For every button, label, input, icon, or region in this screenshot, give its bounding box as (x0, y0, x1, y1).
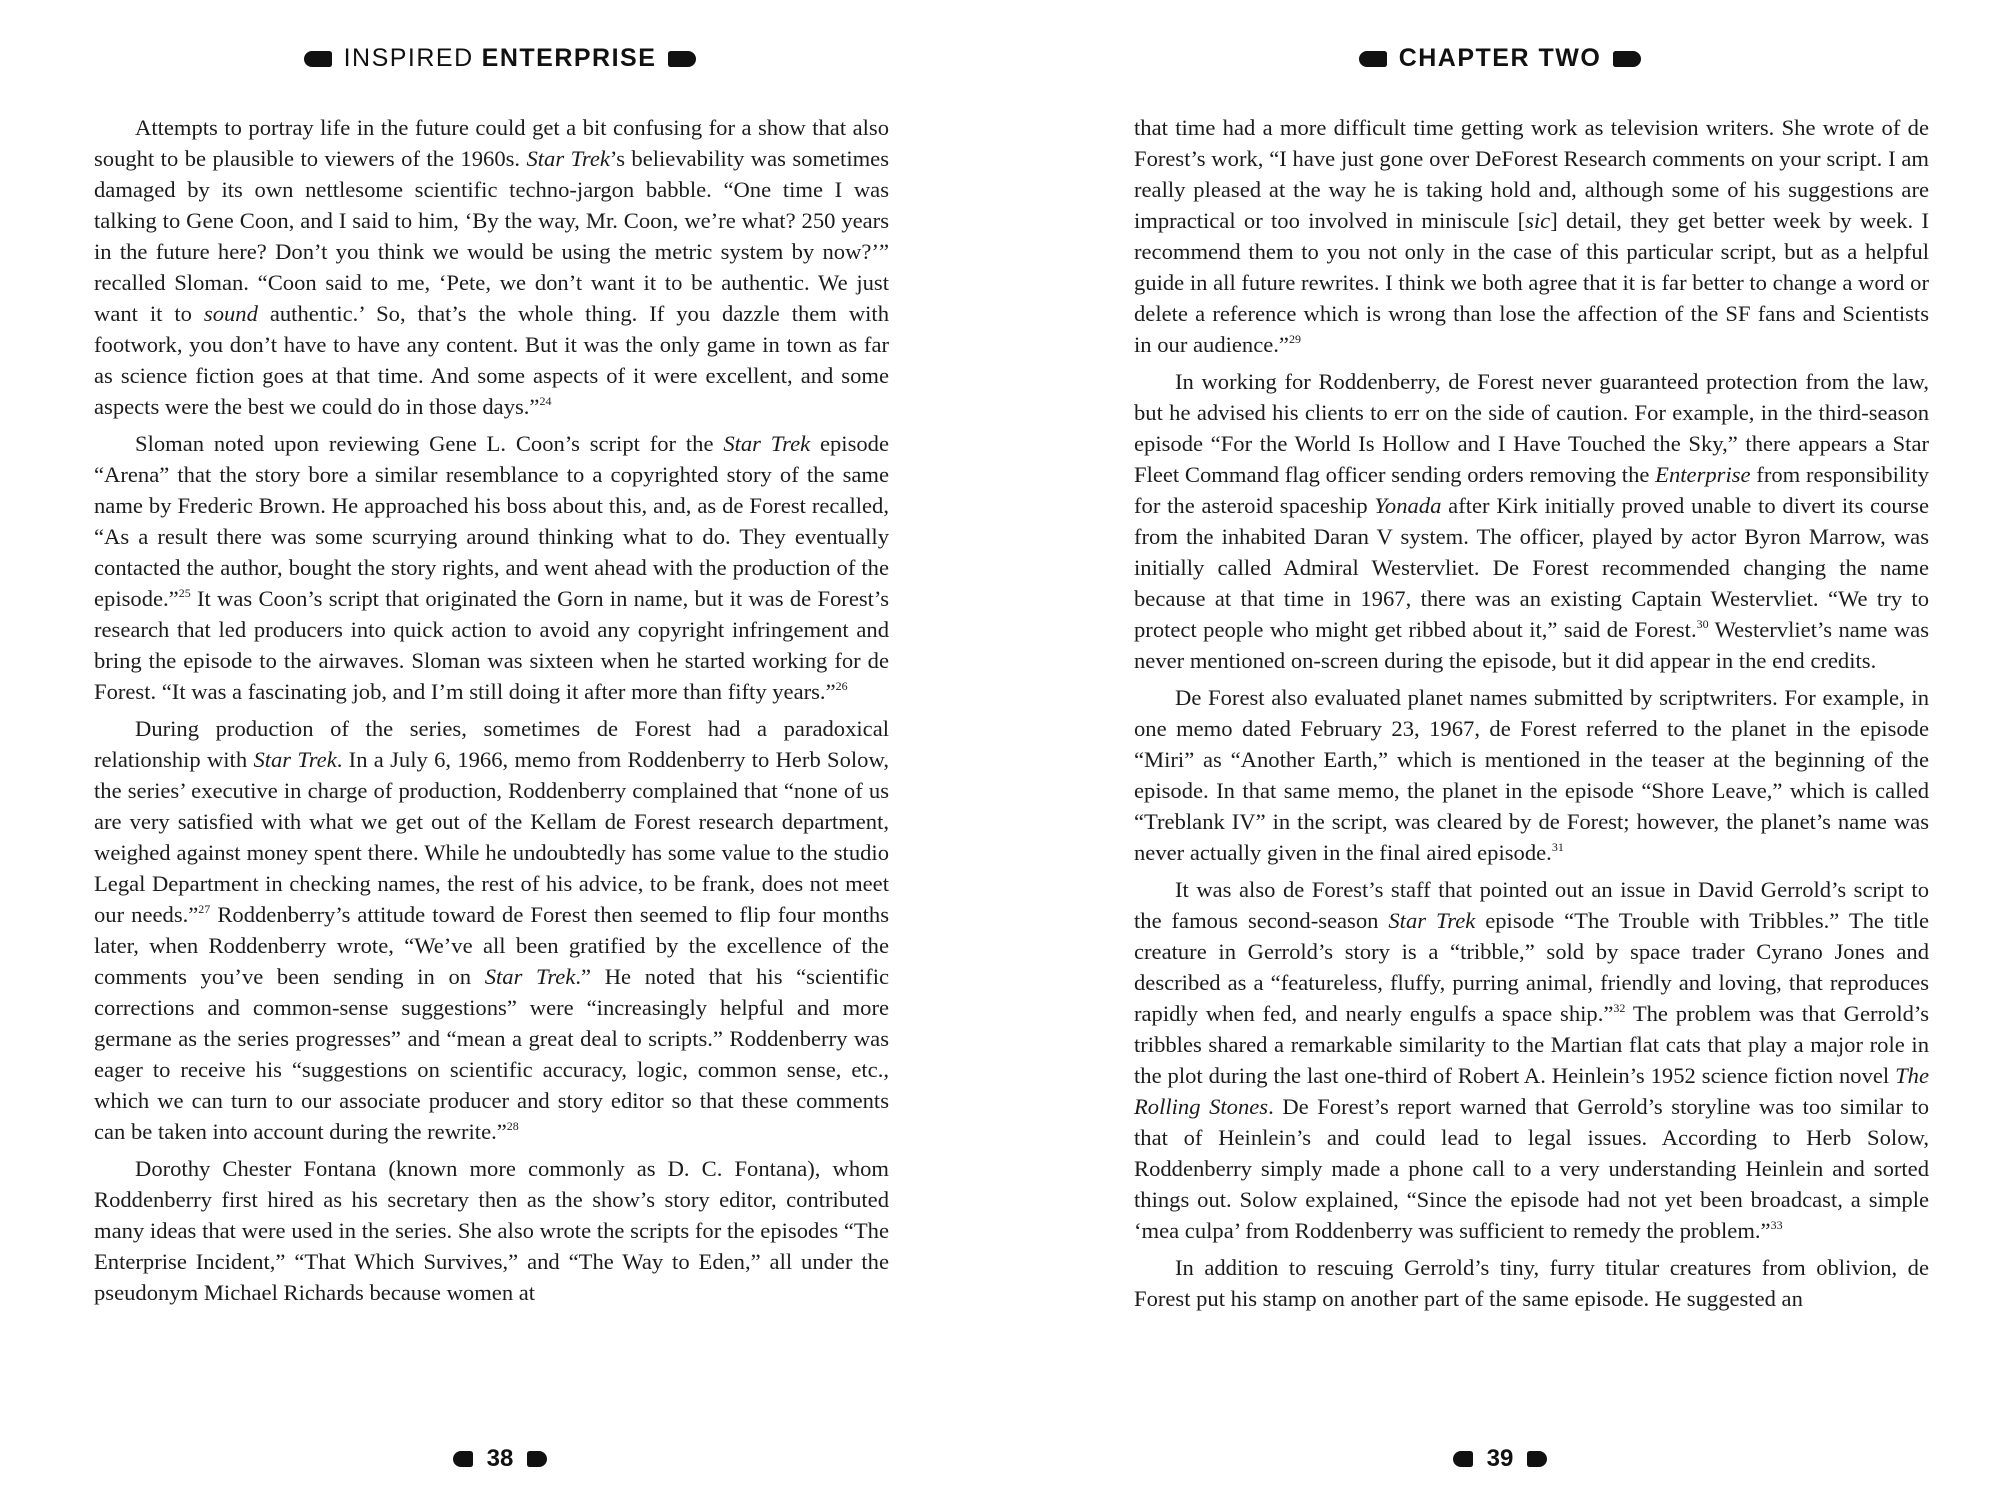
header-title-bold: ENTERPRISE (481, 44, 657, 72)
footnote-ref: 29 (1288, 332, 1301, 346)
header-ornament-right-icon (1613, 51, 1641, 67)
paragraph: During production of the series, sometimes de Forest had a paradoxical relationship with Star Trek. In a July 6, 1966, memo from Roddenberry to Herb Solow, the series’ executive in charge of production, Roddenberry complained that “none of us are very satisfied with what we get out of the Kellam de Forest research department, weighed against money spent there. While he undoubtedly has some value to the studio Legal Department in checking names, the rest of his advice, to be frank, does not meet our needs.”$^{27}$ Roddenberry’s attitude toward de Forest then seemed to flip four months later, when Roddenberry wrote, “We’ve all been gratified by the excellence of the comments you’ve been sending in on Star Trek.” He noted that his “scientific corrections and common-sense suggestions” were “increasingly helpful and more germane as the series progresses” and “mean a great deal to scripts.” Roddenberry was eager to receive his “suggestions on scientific accuracy, logic, common sense, etc., which we can turn to our associate producer and story editor so that these comments can be taken into account during the rewrite.”$^{28}$ (94, 716, 889, 1144)
footnote-ref: 31 (1551, 840, 1564, 854)
footnote-ref: 27 (198, 902, 211, 916)
page-number-left (0, 1445, 1000, 1473)
running-head-left (0, 44, 1000, 73)
folio-ornament-right-icon (527, 1451, 547, 1467)
body-text-right (1134, 112, 1929, 1320)
paragraph: that time had a more difficult time getting work as television writers. She wrote of de Forest’s work, “I have just gone over DeForest Research comments on your script. I am really pleased at the way he is taking hold and, although some of his suggestions are impractical or too involved in miniscule [sic] detail, they get better week by week. I recommend them to you not only in the case of this particular script, but as a helpful guide in all future rewrites. I think we both agree that it is far better to change a word or delete a reference which is wrong than lose the affection of the SF fans and Scientists in our audience.”$^{29}$ (1134, 115, 1929, 357)
paragraph: It was also de Forest’s staff that pointed out an issue in David Gerrold’s script to the famous second-season Star Trek episode “The Trouble with Tribbles.” The title creature in Gerrold’s story is a “tribble,” sold by space trader Cyrano Jones and described as a “featureless, fluffy, purring animal, friendly and loving, that reproduces rapidly when fed, and nearly engulfs a space ship.”$^{32}$ The problem was that Gerrold’s tribbles shared a remarkable similarity to the Martian flat cats that play a major role in the plot during the last one-third of Robert A. Heinlein’s 1952 science fiction novel The Rolling Stones. De Forest’s report warned that Gerrold’s storyline was too similar to that of Heinlein’s and could lead to legal issues. According to Herb Solow, Roddenberry simply made a phone call to a very understanding Heinlein and sorted things out. Solow explained, “Since the episode had not yet been broadcast, a simple ‘mea culpa’ from Roddenberry was sufficient to remedy the problem.”$^{33}$ (1134, 877, 1929, 1243)
header-ornament-left-icon (1359, 51, 1387, 67)
footnote-ref: 30 (1696, 617, 1709, 631)
right-page (1000, 0, 2000, 1500)
paragraph: De Forest also evaluated planet names submitted by scriptwriters. For example, in one memo dated February 23, 1967, de Forest referred to the planet in the episode “Miri” as “Another Earth,” which is mentioned in the teaser at the beginning of the episode. In that same memo, the planet in the episode “Shore Leave,” which is called “Treblank IV” in the script, was cleared by de Forest; however, the planet’s name was never actually given in the final aired episode.$^{31}$ (1134, 685, 1929, 865)
footnote-ref: 26 (835, 679, 848, 693)
folio-ornament-right-icon (1527, 1451, 1547, 1467)
paragraph: In addition to rescuing Gerrold’s tiny, furry titular creatures from oblivion, de Forest put his stamp on another part of the same episode. He suggested an (1134, 1255, 1929, 1311)
header-ornament-right-icon (668, 51, 696, 67)
header-title-light: INSPIRED (343, 44, 474, 72)
paragraph: Attempts to portray life in the future could get a bit confusing for a show that also sought to be plausible to viewers of the 1960s. Star Trek’s believability was sometimes damaged by its own nettlesome scientific techno-jargon babble. “One time I was talking to Gene Coon, and I said to him, ‘By the way, Mr. Coon, we’re what? 250 years in the future here? Don’t you think we would be using the metric system by now?’” recalled Sloman. “Coon said to me, ‘Pete, we don’t want it to be authentic. We just want it to sound authentic.’ So, that’s the whole thing. If you dazzle them with footwork, you don’t have to have any content. But it was the only game in town as far as science fiction goes at that time. And some aspects of it were excellent, and some aspects were the best we could do in those days.”$^{24}$ (94, 115, 889, 419)
paragraph: Dorothy Chester Fontana (known more commonly as D. C. Fontana), whom Roddenberry first hired as his secretary then as the show’s story editor, contributed many ideas that were used in the series. She also wrote the scripts for the episodes “The Enterprise Incident,” “That Which Survives,” and “The Way to Eden,” all under the pseudonym Michael Richards because women at (94, 1156, 889, 1305)
paragraph: In working for Roddenberry, de Forest never guaranteed protection from the law, but he advised his clients to err on the side of caution. For example, in the third-season episode “For the World Is Hollow and I Have Touched the Sky,” there appears a Star Fleet Command flag officer sending orders removing the Enterprise from responsibility for the asteroid spaceship Yonada after Kirk initially proved unable to divert its course from the inhabited Daran V system. The officer, played by actor Byron Marrow, was initially called Admiral Westervliet. De Forest recommended changing the name because at that time in 1967, there was an existing Captain Westervliet. “We try to protect people who might get ribbed about it,” said de Forest.$^{30}$ Westervliet’s name was never mentioned on-screen during the episode, but it did appear in the end credits. (1134, 369, 1929, 673)
footnote-ref: 28 (506, 1119, 519, 1133)
header-ornament-left-icon (304, 51, 332, 67)
footnote-ref: 32 (1613, 1001, 1626, 1015)
running-head-right (1000, 44, 2000, 73)
header-title-bold: CHAPTER TWO (1398, 44, 1602, 72)
folio-ornament-left-icon (1453, 1451, 1473, 1467)
paragraph: Sloman noted upon reviewing Gene L. Coon’s script for the Star Trek episode “Arena” that the story bore a similar resemblance to a copyrighted story of the same name by Frederic Brown. He approached his boss about this, and, as de Forest recalled, “As a result there was some scurrying around thinking what to do. They eventually contacted the author, bought the story rights, and went ahead with the production of the episode.”$^{25}$ It was Coon’s script that originated the Gorn in name, but it was de Forest’s research that led producers into quick action to avoid any copyright infringement and bring the episode to the airwaves. Sloman was sixteen when he started working for de Forest. “It was a fascinating job, and I’m still doing it after more than fifty years.”$^{26}$ (94, 431, 889, 704)
footnote-ref: 33 (1770, 1218, 1783, 1232)
footnote-ref: 24 (539, 394, 552, 408)
page-number: 39 (1486, 1445, 1514, 1472)
folio-ornament-left-icon (453, 1451, 473, 1467)
footnote-ref: 25 (178, 586, 191, 600)
page-number-right (1000, 1445, 2000, 1473)
page-number: 38 (486, 1445, 514, 1472)
body-text-left (94, 112, 889, 1314)
